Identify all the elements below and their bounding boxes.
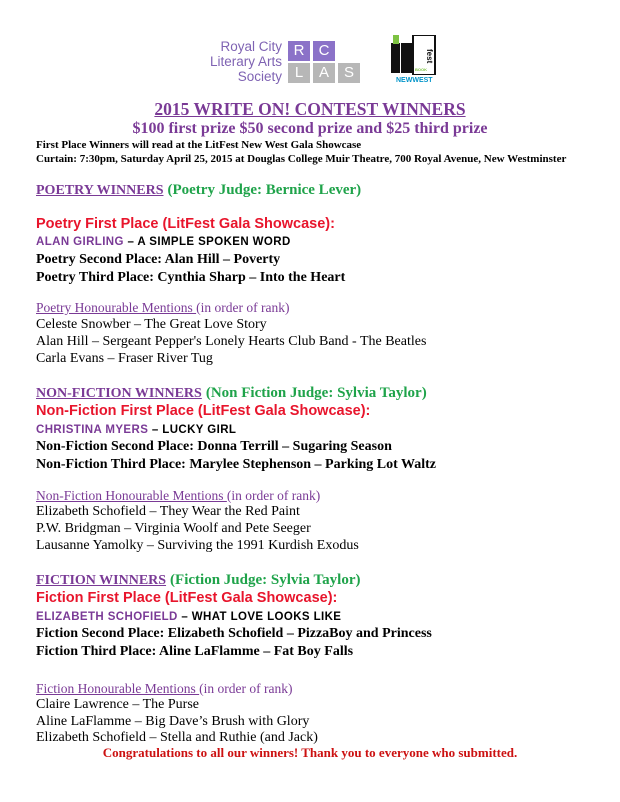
- prize-line: $100 first prize $50 second prize and $25 third prize: [132, 120, 488, 137]
- fiction-hm-heading: Fiction Honourable Mentions: [36, 681, 200, 696]
- fiction-third: Fiction Third Place: Aline LaFlamme – Fat Boy Falls: [36, 644, 354, 659]
- poetry-third: Poetry Third Place: Cynthia Sharp – Into the Heart: [36, 270, 346, 285]
- fiction-heading-row: [36, 571, 360, 589]
- logo-tile: R: [288, 41, 310, 61]
- fiction-first-label: Fiction First Place (LitFest Gala Showcase):: [36, 590, 338, 606]
- poetry-heading-row: [36, 181, 361, 199]
- logo-line: Royal City: [220, 39, 282, 54]
- winner-title: – A SIMPLE SPOKEN WORD: [123, 236, 291, 248]
- poetry-heading: POETRY WINNERS: [36, 183, 164, 198]
- list-item: Carla Evans – Fraser River Tug: [36, 351, 213, 366]
- list-item: Aline LaFlamme – Big Dave’s Brush with Glory: [36, 714, 310, 729]
- fiction-judge: (Fiction Judge: Sylvia Taylor): [170, 572, 361, 588]
- congratulations-message: Congratulations to all our winners! Thank you to everyone who submitted.: [102, 745, 518, 760]
- list-item: Celeste Snowber – The Great Love Story: [36, 317, 267, 332]
- nonfiction-heading-row: [36, 384, 427, 402]
- poetry-hm-heading-row: [36, 299, 289, 317]
- hm-order-note: (in order of rank): [199, 681, 293, 696]
- nonfiction-first-winner: [36, 424, 236, 436]
- fiction-hm-heading-row: [36, 680, 292, 698]
- nonfiction-judge: (Non Fiction Judge: Sylvia Taylor): [205, 385, 427, 401]
- fiction-second: Fiction Second Place: Elizabeth Schofield – PizzaBoy and Princess: [36, 626, 432, 641]
- logo-tile: C: [313, 41, 335, 61]
- litfest-sub: NEWWEST: [396, 77, 433, 83]
- curtain-note: Curtain: 7:30pm, Saturday April 25, 2015 at Douglas College Muir Theatre, 700 Royal Avenue, New Westminster: [36, 153, 567, 165]
- litfest-logo: [391, 35, 439, 83]
- hm-order-note: (in order of rank): [196, 300, 290, 315]
- winner-name: ELIZABETH SCHOFIELD: [36, 611, 178, 623]
- showcase-note: First Place Winners will read at the LitFest New West Gala Showcase: [36, 139, 362, 151]
- fiction-first-winner: [36, 611, 341, 623]
- nonfiction-second: Non-Fiction Second Place: Donna Terrill – Sugaring Season: [36, 439, 392, 454]
- nonfiction-heading: NON-FICTION WINNERS: [36, 386, 202, 401]
- poetry-first-label: Poetry First Place (LitFest Gala Showcase):: [36, 216, 335, 232]
- winner-name: ALAN GIRLING: [36, 236, 124, 248]
- list-item: Alan Hill – Sergeant Pepper's Lonely Hearts Club Band - The Beatles: [36, 334, 427, 349]
- rclas-logo-text: [198, 39, 282, 84]
- page-title: 2015 WRITE ON! CONTEST WINNERS: [154, 99, 466, 119]
- poetry-hm-heading: Poetry Honourable Mentions: [36, 300, 197, 315]
- nonfiction-third: Non-Fiction Third Place: Marylee Stephenson – Parking Lot Waltz: [36, 457, 437, 472]
- poetry-first-winner: [36, 236, 291, 248]
- logo-tile: A: [313, 63, 335, 83]
- logo-line: Society: [237, 69, 282, 84]
- list-item: P.W. Bridgman – Virginia Woolf and Pete Seeger: [36, 521, 311, 536]
- list-item: Elizabeth Schofield – They Wear the Red Paint: [36, 504, 300, 519]
- winner-title: – WHAT LOVE LOOKS LIKE: [177, 611, 342, 623]
- poetry-judge: (Poetry Judge: Bernice Lever): [167, 182, 362, 198]
- list-item: Lausanne Yamolky – Surviving the 1991 Kurdish Exodus: [36, 538, 359, 553]
- litfest-text: fest: [425, 49, 434, 64]
- poetry-second: Poetry Second Place: Alan Hill – Poverty: [36, 252, 281, 267]
- logo-line: Literary Arts: [209, 54, 282, 69]
- nonfiction-hm-heading: Non-Fiction Honourable Mentions: [36, 488, 227, 503]
- winner-name: CHRISTINA MYERS: [36, 424, 149, 436]
- nonfiction-first-label: Non-Fiction First Place (LitFest Gala Showcase):: [36, 403, 371, 419]
- hm-order-note: (in order of rank): [226, 488, 321, 503]
- logo-tile: L: [288, 63, 310, 83]
- winner-title: – LUCKY GIRL: [148, 424, 237, 436]
- logo-tile: S: [338, 63, 360, 83]
- list-item: Elizabeth Schofield – Stella and Ruthie (and Jack): [36, 730, 318, 745]
- nonfiction-hm-heading-row: [36, 487, 320, 505]
- fiction-heading: FICTION WINNERS: [36, 573, 167, 588]
- list-item: Claire Lawrence – The Purse: [36, 697, 200, 712]
- litfest-small: BOOK: [415, 67, 427, 72]
